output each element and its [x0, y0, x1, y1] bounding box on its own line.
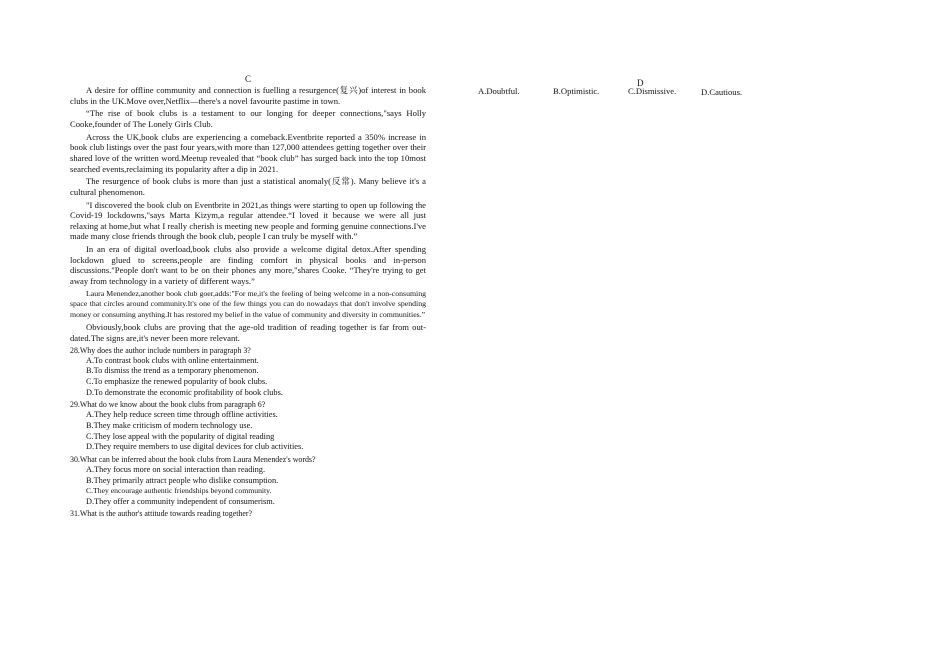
option-b: B.To dismiss the trend as a temporary phenomenon.	[86, 366, 259, 376]
answer-option-b: B.Optimistic.	[553, 86, 600, 96]
right-column-block	[478, 76, 778, 106]
passage-paragraph-7: Laura Menendez,another book club goer,adds:"For me,it's the feeling of being welcome in a non-consuming space that circles around community.It's one of the few things you can do nowadays that don't involve spending money or consuming anything.It has restored my belief in the value of community and diversity in communities.”	[70, 288, 426, 319]
question-stem: 29.What do we know about the book clubs from paragraph 6?	[70, 400, 266, 410]
question-30	[70, 455, 426, 508]
reading-passage-column	[70, 74, 426, 520]
question-stem: 28.Why does the author include numbers in paragraph 3?	[70, 345, 251, 355]
answer-option-a: A.Doubtful.	[478, 86, 520, 96]
passage-paragraph-6: In an era of digital overload,book clubs also provide a welcome digital detox.After spending lockdown glued to screens,people are finding comfort in physical books and in-person discussions."People don't want to be on their phones any more,"shares Cooke. “They're trying to get away from technology in a variety of different ways.”	[70, 244, 426, 287]
question-stem: 30.What can be inferred about the book clubs from Laura Menendez's words?	[70, 454, 316, 464]
question-29	[70, 400, 426, 453]
option-a: A.To contrast book clubs with online entertainment.	[86, 355, 259, 365]
passage-paragraph-2: “The rise of book clubs is a testament to our longing for deeper connections,"says Holly Cooke,founder of The Lonely Girls Club.	[70, 108, 426, 129]
option-a: A.They help reduce screen time through offline activities.	[86, 410, 278, 420]
option-a: A.They focus more on social interaction than reading.	[86, 464, 266, 474]
passage-paragraph-1: A desire for offline community and connection is fuelling a resurgence(复兴)of interest in book clubs in the UK.Move over,Netflix—there's a novel favourite pastime in town.	[70, 85, 426, 106]
option-c: C.To emphasize the renewed popularity of book clubs.	[86, 376, 268, 386]
section-letter-c: C	[244, 74, 251, 84]
passage-paragraph-5: "I discovered the book club on Eventbrite in 2021,as things were starting to open up following the Covid-19 lockdowns,"says Marta Kizym,a regular attendee.“I loved it because we were all just relaxing at home,but what I really cherish is meeting new people and forming genuine connections.I've made many close friends through the book club, people I can truly be myself with.”	[70, 199, 426, 242]
answer-option-c: C.Dismissive.	[628, 86, 677, 96]
option-c: C.They lose appeal with the popularity of digital reading	[86, 431, 275, 441]
option-d: D.They require members to use digital devices for club activities.	[86, 442, 304, 452]
question-31	[70, 509, 426, 519]
passage-paragraph-8: Obviously,book clubs are proving that the age-old tradition of reading together is far from out-dated.The signs are,it's never been more relevant.	[70, 322, 426, 343]
answer-option-d: D.Cautious.	[701, 87, 743, 97]
passage-paragraph-3: Across the UK,book clubs are experiencing a comeback.Eventbrite reported a 350% increase in book club listings over the past four years,with more than 127,000 attendees getting together over their shared love of the written word.Meetup revealed that “book club” has surged back into the top 10most searched events,reclaiming its popularity after a dip in 2021.	[70, 131, 426, 174]
option-b: B.They make criticism of modern technology use.	[86, 420, 253, 430]
option-d: D.They offer a community independent of consumerism.	[86, 496, 275, 506]
section-letter-d: D	[637, 78, 644, 88]
passage-paragraph-4: The resurgence of book clubs is more than just a statistical anomaly(反常). Many believe it's a cultural phenomenon.	[70, 176, 426, 197]
question-28	[70, 346, 426, 399]
question-stem: 31.What is the author's attitude towards reading together?	[70, 509, 252, 519]
option-d: D.To demonstrate the economic profitability of book clubs.	[86, 387, 283, 397]
option-c: C.They encourage authentic friendships beyond community.	[86, 486, 272, 496]
option-b: B.They primarily attract people who dislike consumption.	[86, 475, 279, 485]
